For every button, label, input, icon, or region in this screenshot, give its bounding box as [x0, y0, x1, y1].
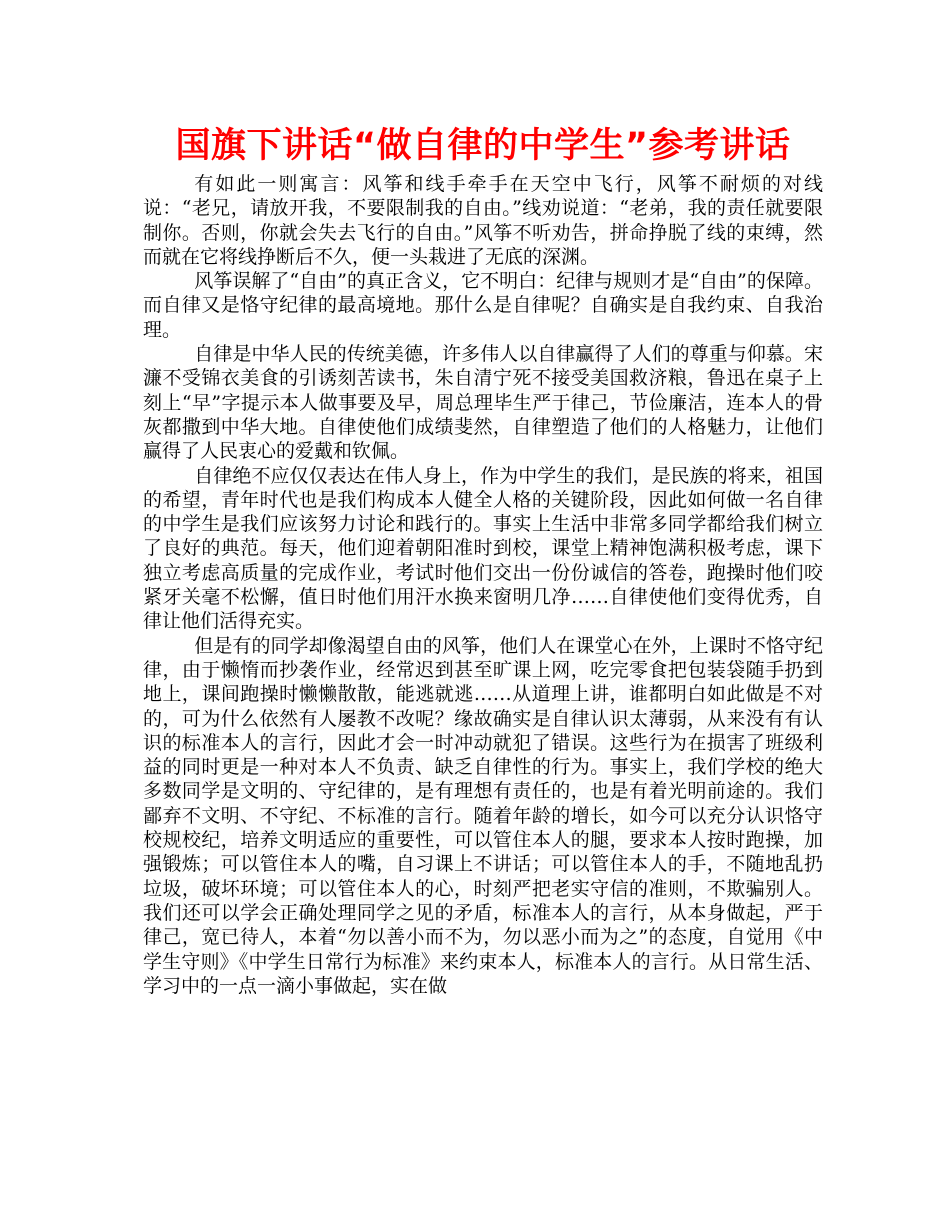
paragraph-student-examples: 自律绝不应仅仅表达在伟人身上，作为中学生的我们，是民族的将来，祖国的希望，青年时代也是我们构成本人健全人格的关键阶段，因此如何做一名自律的中学生是我们应该努力讨论和践行的。事实上生活中非常多同学都给我们树立了良好的典范。每天，他们迎着朝阳准时到校，课堂上精神饱满积极考虑，课下独立考虑高质量的完成作业，考试时他们交出一份份诚信的答卷，跑操时他们咬紧牙关毫不松懈，值日时他们用汗水换来窗明几净……自律使他们变得优秀，自律让他们活得充实。	[143, 464, 823, 633]
paragraph-freedom-meaning: 风筝误解了“自由”的真正含义，它不明白：纪律与规则才是“自由”的保障。而自律又是恪守纪律的最高境地。那什么是自律呢？自确实是自我约束、自我治理。	[143, 270, 823, 341]
paragraph-great-people: 自律是中华人民的传统美德，许多伟人以自律赢得了人们的尊重与仰慕。宋濂不受锦衣美食的引诱刻苦读书，朱自清宁死不接受美国救济粮，鲁迅在桌子上刻上“早”字提示本人做事要及早，周总理毕生严于律己，节俭廉洁，连本人的骨灰都撒到中华大地。自律使他们成绩斐然，自律塑造了他们的人格魅力，让他们赢得了人民衷心的爱戴和钦佩。	[143, 343, 823, 463]
paragraph-bad-behaviour: 但是有的同学却像渴望自由的风筝，他们人在课堂心在外，上课时不恪守纪律，由于懒惰而抄袭作业，经常迟到甚至旷课上网，吃完零食把包装袋随手扔到地上，课间跑操时懒懒散散，能逃就逃……从道理上讲，谁都明白如此做是不对的，可为什么依然有人屡教不改呢？缘故确实是自律认识太薄弱，从来没有有认识的标准本人的言行，因此才会一时冲动就犯了错误。这些行为在损害了班级利益的同时更是一种对本人不负责、缺乏自律性的行为。事实上，我们学校的绝大多数同学是文明的、守纪律的，是有理想有责任的，也是有着光明前途的。我们鄙弃不文明、不守纪、不标准的言行。随着年龄的增长，如今可以充分认识恪守校规校纪，培养文明适应的重要性，可以管住本人的腿，要求本人按时跑操，加强锻炼；可以管住本人的嘴，自习课上不讲话；可以管住本人的手，不随地乱扔垃圾，破坏环境；可以管住本人的心，时刻严把老实守信的准则，不欺骗别人。我们还可以学会正确处理同学之见的矛盾，标准本人的言行，从本身做起，严于律己，宽已待人，本着“勿以善小而不为，勿以恶小而为之”的态度，自觉用《中学生守则》《中学生日常行为标准》来约束本人，标准本人的言行。从日常生活、学习中的一点一滴小事做起，实在做	[143, 634, 823, 997]
document-page	[143, 120, 823, 998]
document-title: 国旗下讲话“做自律的中学生”参考讲话	[175, 126, 791, 166]
paragraph-kite-fable: 有如此一则寓言：风筝和线手牵手在天空中飞行，风筝不耐烦的对线说：“老兄，请放开我，不要限制我的自由。”线劝说道：“老弟，我的责任就要限制你。否则，你就会失去飞行的自由。”风筝不听劝告，拼命挣脱了线的束缚，然而就在它将线挣断后不久，便一头栽进了无底的深渊。	[143, 173, 823, 268]
